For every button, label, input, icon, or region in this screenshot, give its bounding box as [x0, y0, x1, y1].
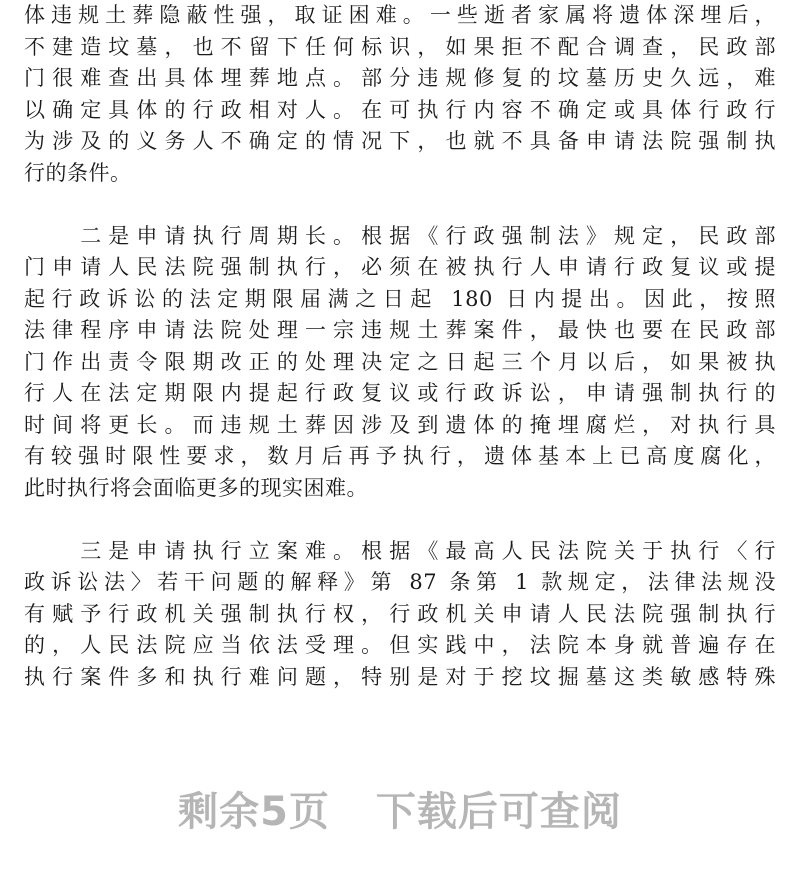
document-body	[24, 0, 776, 693]
download-prompt[interactable]	[0, 780, 800, 837]
text-line: 有赋予行政机关强制执行权，行政机关申请人民法院强制执行	[24, 601, 776, 626]
text-line: 以确定具体的行政相对人。在可执行内容不确定或具体行政行	[24, 97, 776, 122]
text-line: 为涉及的义务人不确定的情况下，也就不具备申请法院强制执	[24, 129, 776, 153]
paragraph-gap	[24, 189, 776, 221]
text-line: 法律程序申请法院处理一宗违规土葬案件，最快也要在民政部	[24, 318, 776, 342]
text-line: 三是申请执行立案难。根据《最高人民法院关于执行〈行	[24, 538, 776, 563]
text-line: 时间将更长。而违规土葬因涉及到遗体的掩埋腐烂，对执行具	[24, 412, 776, 437]
text-line: 政诉讼法〉若干问题的解释》第 87 条第 1 款规定，法律法规没	[24, 570, 776, 594]
text-line: 门申请人民法院强制执行，必须在被执行人申请行政复议或提	[24, 255, 776, 279]
text-line: 行的条件。	[24, 160, 132, 185]
text-line: 起行政诉讼的法定期限届满之日起 180 日内提出。因此，按照	[24, 286, 776, 311]
text-line: 有较强时限性要求，数月后再予执行，遗体基本上已高度腐化，	[24, 444, 776, 468]
text-line: 体违规土葬隐蔽性强，取证困难。一些逝者家属将遗体深埋后，	[24, 3, 776, 27]
text-line: 行人在法定期限内提起行政复议或行政诉讼，申请强制执行的	[24, 381, 776, 405]
text-line: 门很难查出具体埋葬地点。部分违规修复的坟墓历史久远，难	[24, 66, 776, 90]
text-line: 此时执行将会面临更多的现实困难。	[24, 475, 368, 500]
text-line: 执行案件多和执行难问题，特别是对于挖坟掘墓这类敏感特殊	[24, 664, 776, 689]
download-hint-label: 下载后可查阅	[375, 789, 622, 835]
text-line: 不建造坟墓，也不留下任何标识，如果拒不配合调查，民政部	[24, 34, 776, 59]
text-line: 的，人民法院应当依法受理。但实践中，法院本身就普遍存在	[24, 633, 776, 657]
text-line: 门作出责令限期改正的处理决定之日起三个月以后，如果被执	[24, 349, 776, 374]
text-line: 二是申请执行周期长。根据《行政强制法》规定，民政部	[24, 223, 776, 248]
remaining-pages-label: 剩余5页	[178, 789, 330, 835]
paragraph-gap	[24, 504, 776, 536]
